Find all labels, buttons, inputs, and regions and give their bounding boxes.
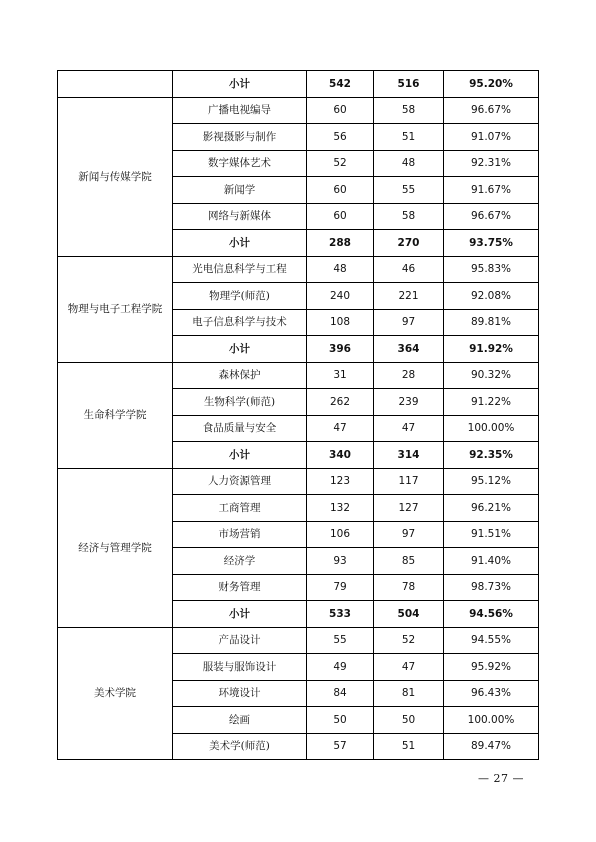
- total-count: 79: [307, 574, 374, 601]
- major-name: 工商管理: [173, 495, 307, 522]
- employment-rate: 89.47%: [444, 733, 539, 760]
- total-count: 57: [307, 733, 374, 760]
- major-name: 新闻学: [173, 177, 307, 204]
- employment-rate: 91.67%: [444, 177, 539, 204]
- employed-count: 51: [374, 733, 444, 760]
- employment-rate: 95.83%: [444, 256, 539, 283]
- total-count: 49: [307, 654, 374, 681]
- total-count: 31: [307, 362, 374, 389]
- employed-count: 46: [374, 256, 444, 283]
- employed-count: 47: [374, 415, 444, 442]
- college-name: 美术学院: [58, 627, 173, 760]
- employment-rate: 95.12%: [444, 468, 539, 495]
- employed-count: 50: [374, 707, 444, 734]
- major-name: 环境设计: [173, 680, 307, 707]
- employed-count: 47: [374, 654, 444, 681]
- employment-table-body: [58, 71, 539, 760]
- major-name: 财务管理: [173, 574, 307, 601]
- subtotal-employed: 516: [374, 71, 444, 98]
- total-count: 106: [307, 521, 374, 548]
- employment-rate: 92.31%: [444, 150, 539, 177]
- total-count: 47: [307, 415, 374, 442]
- table-row: [58, 362, 539, 389]
- employed-count: 55: [374, 177, 444, 204]
- total-count: 60: [307, 203, 374, 230]
- major-name: 服装与服饰设计: [173, 654, 307, 681]
- subtotal-label: 小计: [173, 230, 307, 257]
- employed-count: 81: [374, 680, 444, 707]
- major-name: 电子信息科学与技术: [173, 309, 307, 336]
- total-count: 50: [307, 707, 374, 734]
- major-name: 产品设计: [173, 627, 307, 654]
- subtotal-total: 340: [307, 442, 374, 469]
- employment-rate: 96.67%: [444, 97, 539, 124]
- employment-rate: 96.67%: [444, 203, 539, 230]
- subtotal-total: 533: [307, 601, 374, 628]
- employed-count: 52: [374, 627, 444, 654]
- employed-count: 78: [374, 574, 444, 601]
- employed-count: 97: [374, 309, 444, 336]
- employed-count: 58: [374, 97, 444, 124]
- subtotal-label: 小计: [173, 71, 307, 98]
- subtotal-rate: 93.75%: [444, 230, 539, 257]
- major-name: 美术学(师范): [173, 733, 307, 760]
- employed-count: 97: [374, 521, 444, 548]
- subtotal-rate: 92.35%: [444, 442, 539, 469]
- subtotal-rate: 91.92%: [444, 336, 539, 363]
- employment-rate: 95.92%: [444, 654, 539, 681]
- page-number: — 27 —: [478, 772, 524, 785]
- employed-count: 28: [374, 362, 444, 389]
- major-name: 生物科学(师范): [173, 389, 307, 416]
- subtotal-total: 396: [307, 336, 374, 363]
- table-row-subtotal: [58, 71, 539, 98]
- table-row: [58, 468, 539, 495]
- employed-count: 239: [374, 389, 444, 416]
- major-name: 绘画: [173, 707, 307, 734]
- employment-rate: 91.40%: [444, 548, 539, 575]
- subtotal-label: 小计: [173, 601, 307, 628]
- employed-count: 85: [374, 548, 444, 575]
- major-name: 光电信息科学与工程: [173, 256, 307, 283]
- subtotal-label: 小计: [173, 336, 307, 363]
- total-count: 84: [307, 680, 374, 707]
- total-count: 262: [307, 389, 374, 416]
- subtotal-employed: 314: [374, 442, 444, 469]
- employment-rate: 100.00%: [444, 707, 539, 734]
- total-count: 60: [307, 177, 374, 204]
- major-name: 广播电视编导: [173, 97, 307, 124]
- employment-rate: 100.00%: [444, 415, 539, 442]
- employed-count: 221: [374, 283, 444, 310]
- major-name: 数字媒体艺术: [173, 150, 307, 177]
- total-count: 56: [307, 124, 374, 151]
- employed-count: 51: [374, 124, 444, 151]
- college-name: 物理与电子工程学院: [58, 256, 173, 362]
- total-count: 60: [307, 97, 374, 124]
- subtotal-employed: 364: [374, 336, 444, 363]
- subtotal-rate: 95.20%: [444, 71, 539, 98]
- college-name: 新闻与传媒学院: [58, 97, 173, 256]
- table-row: [58, 97, 539, 124]
- major-name: 市场营销: [173, 521, 307, 548]
- employment-table: [57, 70, 539, 760]
- subtotal-total: 542: [307, 71, 374, 98]
- college-cell-empty: [58, 71, 173, 98]
- total-count: 240: [307, 283, 374, 310]
- employed-count: 58: [374, 203, 444, 230]
- employment-rate: 96.43%: [444, 680, 539, 707]
- employment-rate: 98.73%: [444, 574, 539, 601]
- total-count: 52: [307, 150, 374, 177]
- subtotal-total: 288: [307, 230, 374, 257]
- total-count: 108: [307, 309, 374, 336]
- table-row: [58, 256, 539, 283]
- major-name: 人力资源管理: [173, 468, 307, 495]
- table-row: [58, 627, 539, 654]
- total-count: 55: [307, 627, 374, 654]
- employment-rate: 91.22%: [444, 389, 539, 416]
- total-count: 48: [307, 256, 374, 283]
- employed-count: 48: [374, 150, 444, 177]
- subtotal-employed: 504: [374, 601, 444, 628]
- major-name: 影视摄影与制作: [173, 124, 307, 151]
- major-name: 物理学(师范): [173, 283, 307, 310]
- college-name: 生命科学学院: [58, 362, 173, 468]
- employment-rate: 94.55%: [444, 627, 539, 654]
- major-name: 经济学: [173, 548, 307, 575]
- college-name: 经济与管理学院: [58, 468, 173, 627]
- major-name: 食品质量与安全: [173, 415, 307, 442]
- employment-rate: 96.21%: [444, 495, 539, 522]
- total-count: 123: [307, 468, 374, 495]
- employment-rate: 92.08%: [444, 283, 539, 310]
- subtotal-employed: 270: [374, 230, 444, 257]
- subtotal-label: 小计: [173, 442, 307, 469]
- employed-count: 127: [374, 495, 444, 522]
- subtotal-rate: 94.56%: [444, 601, 539, 628]
- employed-count: 117: [374, 468, 444, 495]
- major-name: 网络与新媒体: [173, 203, 307, 230]
- employment-rate: 89.81%: [444, 309, 539, 336]
- employment-rate: 91.07%: [444, 124, 539, 151]
- total-count: 93: [307, 548, 374, 575]
- employment-rate: 91.51%: [444, 521, 539, 548]
- total-count: 132: [307, 495, 374, 522]
- major-name: 森林保护: [173, 362, 307, 389]
- employment-rate: 90.32%: [444, 362, 539, 389]
